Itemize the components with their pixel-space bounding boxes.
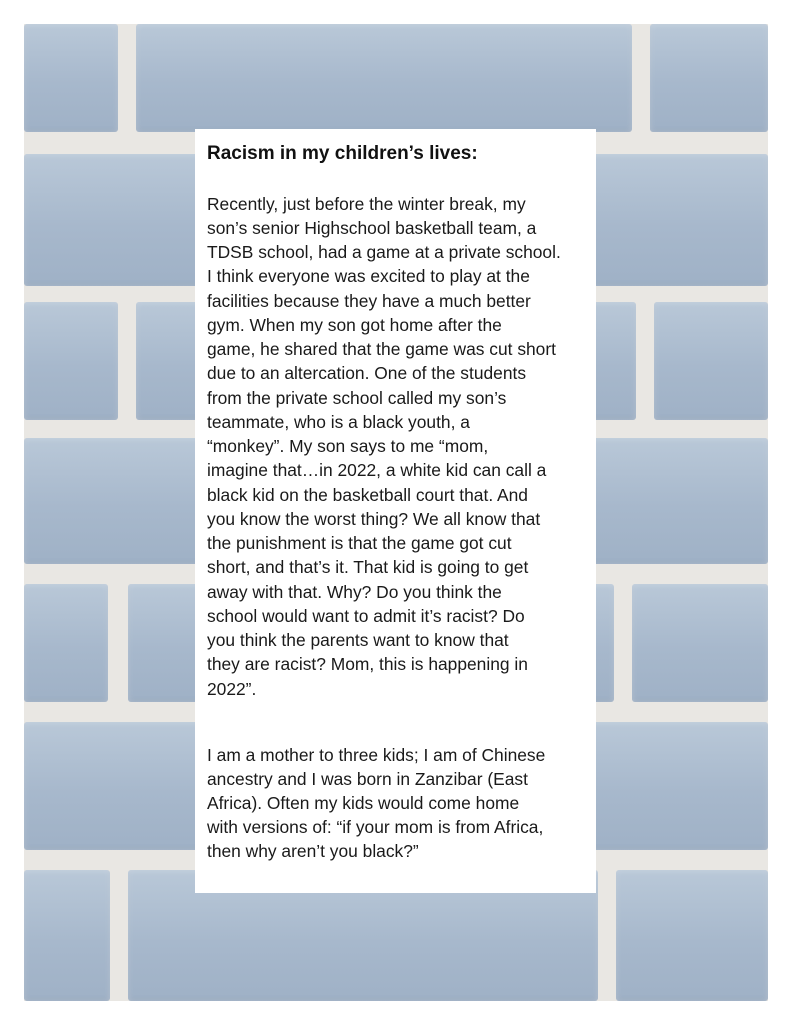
paragraph-line: ancestry and I was born in Zanzibar (East <box>207 769 528 789</box>
paragraph-line: teammate, who is a black youth, a <box>207 412 470 432</box>
paragraph-line: game, he shared that the game was cut short <box>207 339 556 359</box>
paragraph-line: you think the parents want to know that <box>207 630 509 650</box>
paragraph-line: son’s senior Highschool basketball team, a <box>207 218 537 238</box>
paragraph-line: short, and that’s it. That kid is going to get <box>207 557 529 577</box>
paragraph-line: 2022”. <box>207 679 257 699</box>
paragraph-line: you know the worst thing? We all know that <box>207 509 541 529</box>
paragraph-line: away with that. Why? Do you think the <box>207 582 502 602</box>
paragraph-line: the punishment is that the game got cut <box>207 533 512 553</box>
brick <box>654 302 768 420</box>
paragraph-line: gym. When my son got home after the <box>207 315 502 335</box>
brick <box>632 584 768 702</box>
paragraph-line: they are racist? Mom, this is happening in <box>207 654 528 674</box>
paragraph-line: facilities because they have a much better <box>207 291 531 311</box>
brick <box>616 870 768 1001</box>
paragraph-line: I think everyone was excited to play at the <box>207 266 530 286</box>
paragraph-line: Recently, just before the winter break, my <box>207 194 526 214</box>
paragraph-line: TDSB school, had a game at a private school. <box>207 242 561 262</box>
paragraph-line: from the private school called my son’s <box>207 388 507 408</box>
brick <box>24 302 118 420</box>
text-panel <box>195 129 596 893</box>
brick <box>24 584 108 702</box>
brick <box>24 24 118 132</box>
brick <box>24 870 110 1001</box>
paragraph-line: imagine that…in 2022, a white kid can call a <box>207 460 547 480</box>
heading: Racism in my children’s lives: <box>207 143 478 164</box>
paragraph-line: then why aren’t you black?” <box>207 841 419 861</box>
paragraph-line: I am a mother to three kids; I am of Chinese <box>207 745 546 765</box>
paragraph-line: “monkey”. My son says to me “mom, <box>207 436 489 456</box>
paragraph-line: black kid on the basketball court that. And <box>207 485 528 505</box>
paragraph-line: school would want to admit it’s racist? Do <box>207 606 525 626</box>
paragraph-line: Africa). Often my kids would come home <box>207 793 520 813</box>
brick <box>650 24 768 132</box>
brick <box>136 24 632 132</box>
paragraph-line: with versions of: “if your mom is from Africa, <box>207 817 544 837</box>
paragraph-line: due to an altercation. One of the students <box>207 363 527 383</box>
